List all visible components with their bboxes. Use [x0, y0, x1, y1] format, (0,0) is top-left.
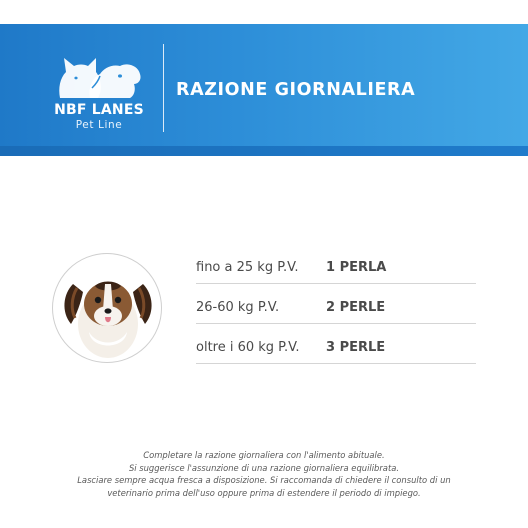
note-line: Si suggerisce l'assunzione di una razione giornaliera equilibrata. [128, 462, 400, 473]
row-divider [196, 283, 476, 284]
weight-range: oltre i 60 kg P.V. [196, 340, 300, 355]
brand-subtitle: Pet Line [75, 119, 123, 131]
dog-photo [52, 253, 162, 363]
weight-range: 26-60 kg P.V. [196, 300, 280, 315]
header-banner [0, 24, 528, 156]
dosage-row [196, 332, 476, 372]
dosage-row [196, 292, 476, 332]
usage-notes [30, 449, 498, 499]
row-divider [196, 323, 476, 324]
top-margin [0, 0, 528, 24]
note-line: veterinario prima dell'uso oppure prima di estendere il periodo di impiego. [107, 487, 421, 498]
row-divider [196, 363, 476, 364]
dose-amount: 3 PERLE [326, 340, 386, 355]
note-line: Lasciare sempre acqua fresca a disposizione. Si raccomanda di chiedere il consulto di un [77, 475, 451, 485]
header-divider [163, 44, 164, 132]
brand-logo [44, 48, 154, 143]
brand-name: NBF LANES [54, 102, 144, 118]
cat-and-dog-icon [54, 52, 144, 104]
dose-amount: 2 PERLE [326, 300, 386, 315]
page-title: RAZIONE GIORNALIERA [176, 80, 416, 100]
dose-amount: 1 PERLA [326, 260, 387, 275]
dosage-row [196, 252, 476, 292]
header-stripe [0, 146, 528, 156]
dog-illustration [53, 254, 162, 363]
weight-range: fino a 25 kg P.V. [196, 260, 299, 275]
note-line: Completare la razione giornaliera con l'alimento abituale. [143, 450, 385, 460]
